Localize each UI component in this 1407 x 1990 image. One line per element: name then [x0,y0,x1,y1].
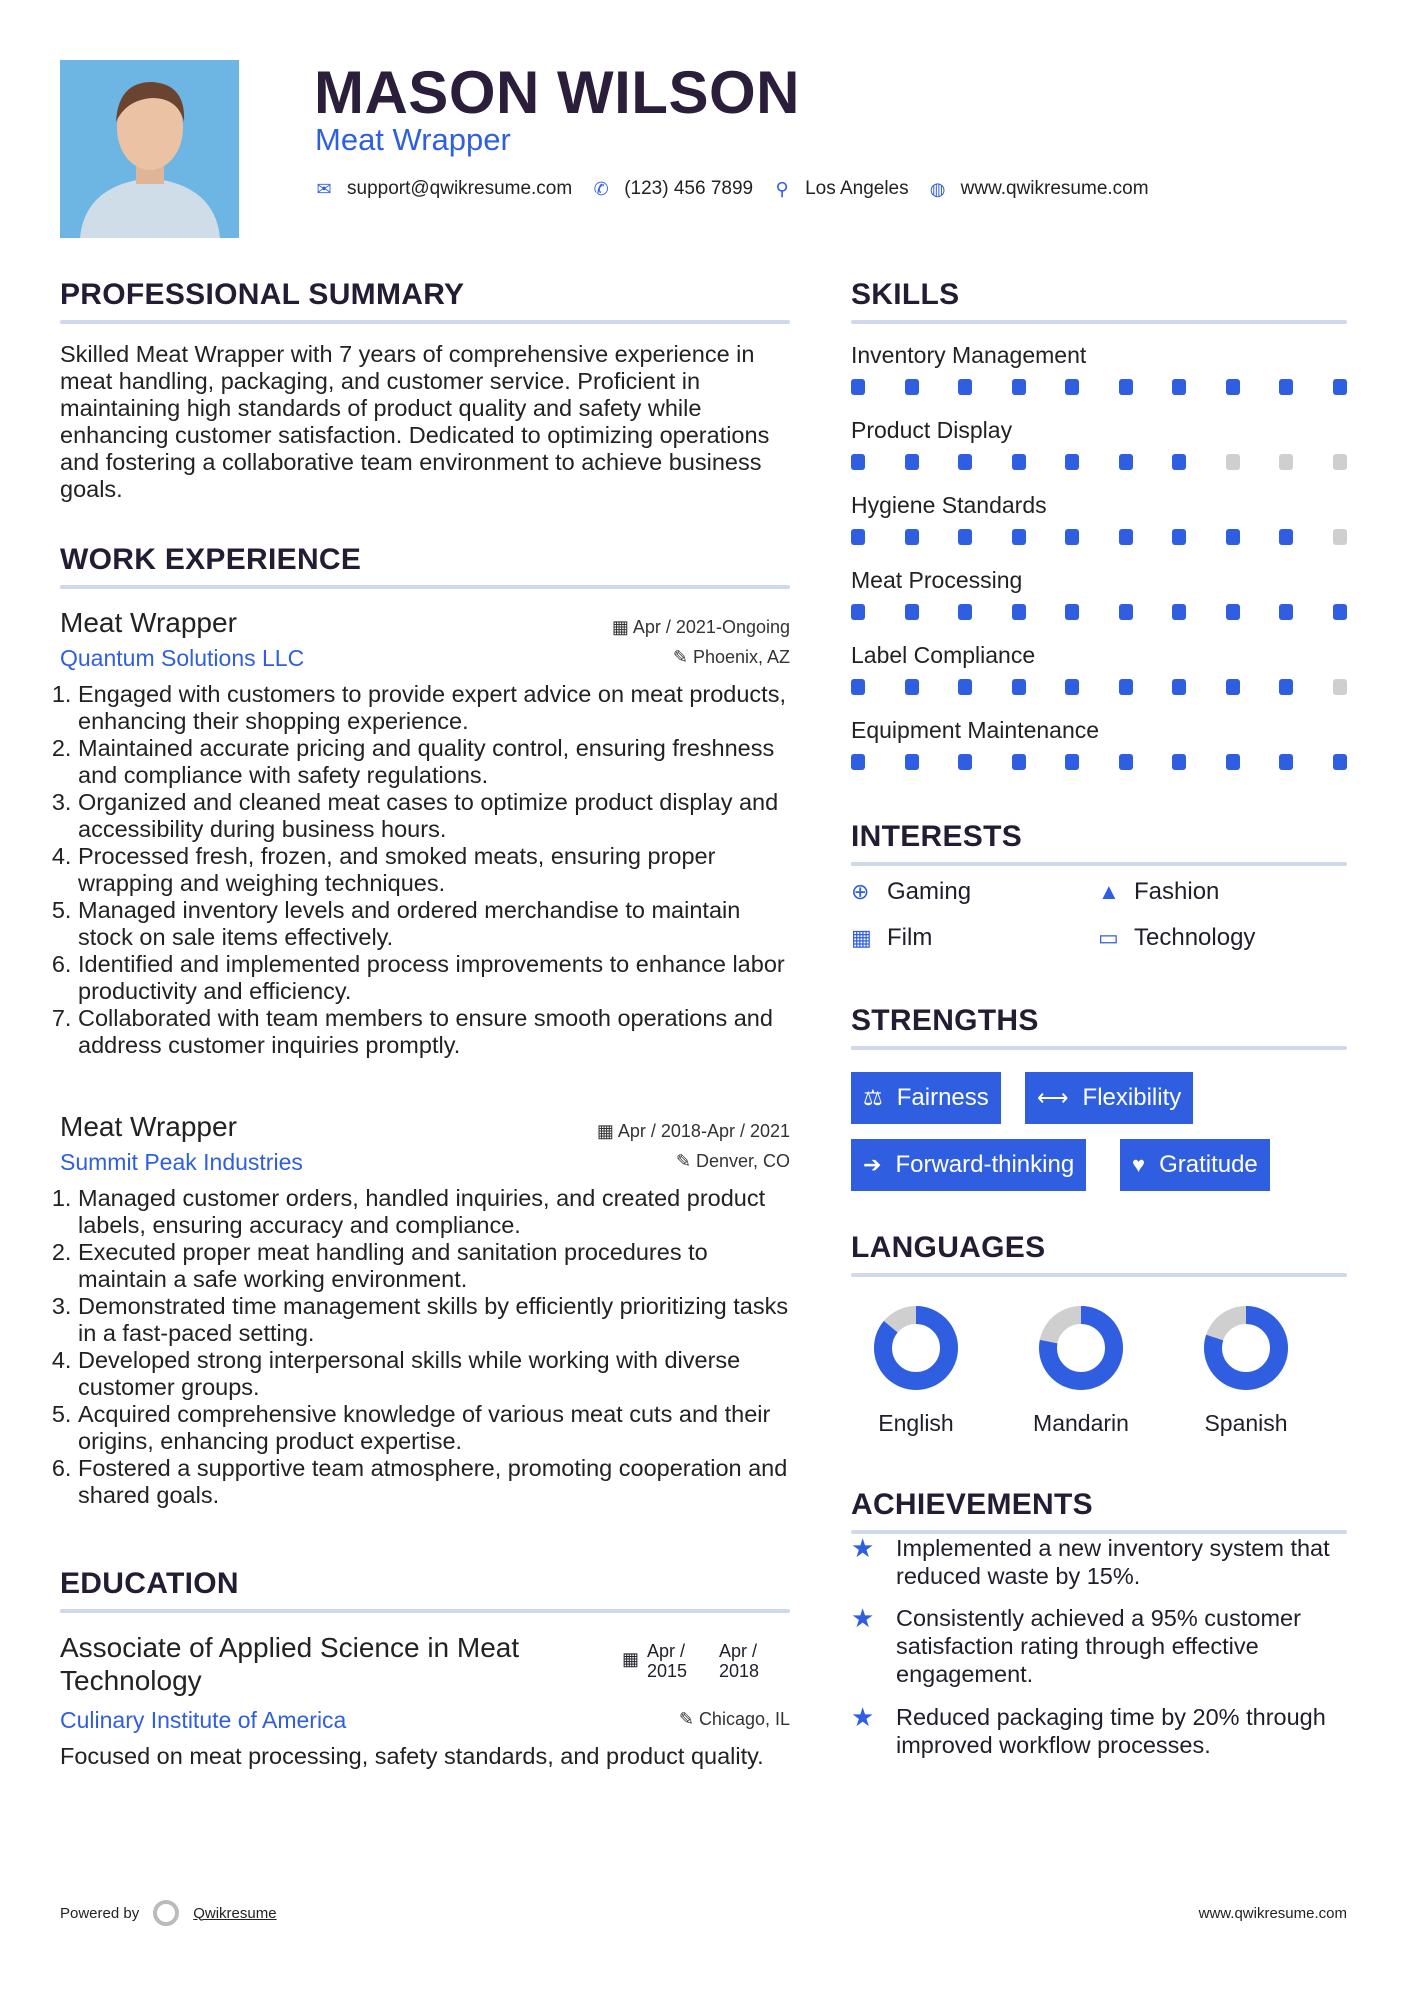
rating-dot-filled [1226,754,1240,770]
strength-badge [851,1139,1086,1191]
rating-dot-filled [1065,379,1079,395]
phone-icon: ✆ [593,178,609,199]
rating-dot-empty [1333,529,1347,545]
qwikresume-logo-icon [153,1900,179,1926]
strength-badge [1120,1139,1270,1191]
section-divider [851,1046,1347,1050]
arrow-right-icon: ➔ [863,1152,882,1177]
contact-email[interactable]: support@qwikresume.com [347,178,573,199]
rating-dot-filled [1279,679,1293,695]
pin-icon: ✎ [672,647,693,667]
rating-dot-filled [905,529,919,545]
rating-dot-filled [1172,379,1186,395]
rating-dot-filled [1119,604,1133,620]
achievement-item [851,1703,1347,1759]
balance-scale-icon: ⚖ [863,1085,883,1110]
rating-dot-filled [1279,754,1293,770]
footer-left [60,1900,277,1926]
interest-item [851,878,971,906]
job-bullets [60,1185,790,1509]
achievement-text: Reduced packaging time by 20% through improved workflow processes. [896,1704,1326,1758]
interest-item [1098,924,1255,952]
rating-dot-filled [1333,379,1347,395]
section-divider [60,585,790,589]
section-heading: ACHIEVEMENTS [851,1488,1093,1521]
section-heading: SKILLS [851,278,960,311]
rating-dot-filled [958,529,972,545]
rating-dot-filled [958,679,972,695]
summary-section [60,278,790,503]
footer-website[interactable]: www.qwikresume.com [1198,1905,1347,1922]
profile-photo [60,60,239,238]
job-bullet: 2. Maintained accurate pricing and quality control, ensuring freshness and compliance with safety regulations. [78,735,790,789]
skill-rating [851,604,1347,620]
star-icon: ★ [851,1702,875,1732]
strength-label: Flexibility [1082,1084,1182,1111]
powered-by-label: Powered by [60,1904,140,1922]
rating-dot-filled [1012,454,1026,470]
rating-dot-filled [958,604,972,620]
calendar-icon: ▦ [611,617,633,637]
rating-dot-filled [1012,379,1026,395]
section-heading: WORK EXPERIENCE [60,543,362,576]
skills-section [851,278,1347,792]
skill-item [851,417,1347,492]
interest-item [1098,878,1219,906]
rating-dot-filled [1065,754,1079,770]
rating-dot-empty [1333,454,1347,470]
rating-dot-filled [1119,379,1133,395]
shopping-bag-icon: ▲ [1098,879,1120,904]
section-divider [60,320,790,324]
rating-dot-filled [1119,454,1133,470]
company-name: Summit Peak Industries [60,1149,303,1175]
rating-dot-filled [1065,604,1079,620]
achievement-text: Consistently achieved a 95% customer satisfaction rating through effective engagement. [896,1605,1301,1687]
achievements-section [851,1488,1347,1788]
rating-dot-filled [905,754,919,770]
education-dates [622,1641,771,1681]
laptop-icon: ▭ [1098,925,1119,950]
section-heading: LANGUAGES [851,1231,1046,1264]
rating-dot-filled [1279,529,1293,545]
job-bullet: 7. Collaborated with team members to ensure smooth operations and address customer inquiries promptly. [78,1005,790,1059]
job-bullet: 1. Engaged with customers to provide expert advice on meat products, enhancing their shopping experience. [78,681,790,735]
rating-dot-filled [1012,754,1026,770]
strength-badge [851,1072,1001,1124]
strength-badge [1025,1072,1193,1124]
rating-dot-filled [1065,454,1079,470]
calendar-icon: ▦ [596,1121,618,1141]
job-bullet: 3. Organized and cleaned meat cases to optimize product display and accessibility during business hours. [78,789,790,843]
job-dates-text: Apr / 2021-Ongoing [632,617,790,637]
degree-title: Associate of Applied Science in Meat Technology [60,1632,520,1696]
rating-dot-filled [1172,604,1186,620]
section-divider [851,320,1347,324]
skill-name: Equipment Maintenance [851,717,1100,743]
rating-dot-filled [851,679,865,695]
interest-label: Technology [1134,924,1256,951]
star-icon: ★ [851,1533,875,1563]
language-name: English [878,1410,954,1436]
languages-section [851,1231,1347,1451]
globe-icon: ◍ [929,178,946,199]
achievement-item [851,1534,1347,1590]
language-item [1181,1303,1311,1437]
strength-label: Fairness [896,1084,989,1111]
job-bullet: 4. Developed strong interpersonal skills while working with diverse customer groups. [78,1347,790,1401]
rating-dot-filled [958,379,972,395]
rating-dot-filled [851,604,865,620]
heart-icon: ♥ [1132,1152,1146,1177]
star-icon: ★ [851,1603,875,1633]
language-item [1016,1303,1146,1437]
interest-label: Gaming [887,878,972,905]
interest-label: Fashion [1134,878,1220,905]
pin-icon: ✎ [675,1151,696,1171]
envelope-icon: ✉ [316,178,332,199]
language-donut [1201,1303,1291,1393]
rating-dot-filled [1119,529,1133,545]
job-location-text: Denver, CO [695,1151,790,1171]
skill-name: Label Compliance [851,642,1036,668]
skill-name: Hygiene Standards [851,492,1047,518]
contact-location: Los Angeles [805,178,909,199]
experience-section [60,543,790,1509]
section-divider [851,862,1347,866]
job-location-text: Phoenix, AZ [692,647,790,667]
rating-dot-filled [1119,754,1133,770]
rating-dot-filled [1012,529,1026,545]
section-heading: INTERESTS [851,820,1023,853]
strengths-section [851,1004,1347,1204]
rating-dot-filled [1226,604,1240,620]
rating-dot-filled [1333,754,1347,770]
skill-name: Inventory Management [851,342,1087,368]
rating-dot-empty [1279,454,1293,470]
section-heading: STRENGTHS [851,1004,1039,1037]
job-bullet: 4. Processed fresh, frozen, and smoked meats, ensuring proper wrapping and weighing techniques. [78,843,790,897]
map-pin-icon: ⚲ [775,178,789,199]
brand-link[interactable]: Qwikresume [193,1904,277,1922]
rating-dot-filled [1012,604,1026,620]
rating-dot-filled [1172,454,1186,470]
job-dates [597,1121,790,1142]
job-bullet: 5. Acquired comprehensive knowledge of various meat cuts and their origins, enhancing product expertise. [78,1401,790,1455]
section-divider [851,1273,1347,1277]
skill-item [851,342,1347,417]
rating-dot-filled [851,454,865,470]
section-heading: PROFESSIONAL SUMMARY [60,278,465,311]
skill-item [851,717,1347,792]
skill-rating [851,379,1347,395]
summary-text: Skilled Meat Wrapper with 7 years of comprehensive experience in meat handling, packaging, and customer service. Proficient in maintaining high standards of product quality and safety while enhancing customer satisfaction. Dedicated to optimizing operations and fostering a collaborative team environment to achieve business goals. [60,341,770,502]
job-location [676,1151,790,1172]
rating-dot-filled [905,604,919,620]
rating-dot-empty [1333,679,1347,695]
job-dates [612,617,790,638]
rating-dot-filled [851,754,865,770]
contact-bar [315,178,1169,200]
education-end: Apr / 2018 [719,1641,760,1681]
education-section [60,1567,790,1770]
candidate-title: Meat Wrapper [315,122,511,157]
job-title: Meat Wrapper [60,1111,237,1142]
company-name: Quantum Solutions LLC [60,645,305,671]
job-title: Meat Wrapper [60,607,237,638]
rating-dot-filled [1065,679,1079,695]
rating-dot-filled [1226,529,1240,545]
rating-dot-filled [1119,679,1133,695]
strength-label: Gratitude [1159,1151,1258,1178]
gamepad-icon: ⊕ [851,879,870,904]
skill-name: Meat Processing [851,567,1023,593]
job-bullets [60,681,790,1059]
skill-rating [851,529,1347,545]
skill-item [851,492,1347,567]
job-bullet: 1. Managed customer orders, handled inquiries, and created product labels, ensuring accuracy and compliance. [78,1185,790,1239]
interest-item [851,924,932,952]
rating-dot-filled [1333,604,1347,620]
strength-label: Forward-thinking [895,1151,1075,1178]
skill-rating [851,679,1347,695]
education-location: ✎ Chicago, IL [678,1709,790,1729]
job-entry [60,1111,790,1509]
contact-website[interactable]: www.qwikresume.com [960,178,1149,199]
rating-dot-empty [1226,454,1240,470]
language-item [851,1303,981,1437]
film-icon: ▦ [851,925,872,950]
job-bullet: 5. Managed inventory levels and ordered merchandise to maintain stock on sale items effectively. [78,897,790,951]
education-start: Apr / 2015 [647,1641,688,1681]
job-dates-text: Apr / 2018-Apr / 2021 [617,1121,790,1141]
job-location [673,647,790,668]
education-description: Focused on meat processing, safety standards, and product quality. [60,1743,764,1769]
job-bullet: 3. Demonstrated time management skills by efficiently prioritizing tasks in a fast-paced setting. [78,1293,790,1347]
rating-dot-filled [1279,604,1293,620]
calendar-icon: ▦ [622,1649,640,1669]
language-donut [1036,1303,1126,1393]
job-bullet: 6. Fostered a supportive team atmosphere, promoting cooperation and shared goals. [78,1455,790,1509]
rating-dot-filled [905,679,919,695]
skill-item [851,642,1347,717]
rating-dot-filled [1172,754,1186,770]
rating-dot-filled [1172,679,1186,695]
skill-name: Product Display [851,417,1013,443]
job-bullet: 6. Identified and implemented process improvements to enhance labor productivity and efficiency. [78,951,790,1005]
arrows-horizontal-icon: ⟷ [1037,1085,1069,1110]
avatar-illustration [60,60,239,238]
rating-dot-filled [905,454,919,470]
achievement-text: Implemented a new inventory system that reduced waste by 15%. [896,1535,1330,1589]
language-donut [871,1303,961,1393]
rating-dot-filled [851,529,865,545]
school-name: Culinary Institute of America [60,1707,347,1733]
section-divider [60,1609,790,1613]
skill-rating [851,454,1347,470]
rating-dot-filled [1172,529,1186,545]
section-heading: EDUCATION [60,1567,239,1600]
pin-icon: ✎ [678,1709,699,1729]
contact-phone[interactable]: (123) 456 7899 [624,178,754,199]
rating-dot-filled [958,754,972,770]
rating-dot-filled [905,379,919,395]
interests-section [851,820,1347,960]
skill-item [851,567,1347,642]
job-bullet: 2. Executed proper meat handling and sanitation procedures to maintain a safe working environment. [78,1239,790,1293]
language-name: Mandarin [1033,1410,1129,1436]
language-name: Spanish [1204,1410,1288,1436]
rating-dot-filled [1226,679,1240,695]
skill-rating [851,754,1347,770]
rating-dot-filled [1226,379,1240,395]
job-entry [60,607,790,1059]
rating-dot-filled [851,379,865,395]
candidate-name: MASON WILSON [314,59,800,126]
interest-label: Film [887,924,933,951]
rating-dot-filled [1279,379,1293,395]
achievement-item [851,1604,1347,1688]
rating-dot-filled [1065,529,1079,545]
rating-dot-filled [958,454,972,470]
rating-dot-filled [1012,679,1026,695]
